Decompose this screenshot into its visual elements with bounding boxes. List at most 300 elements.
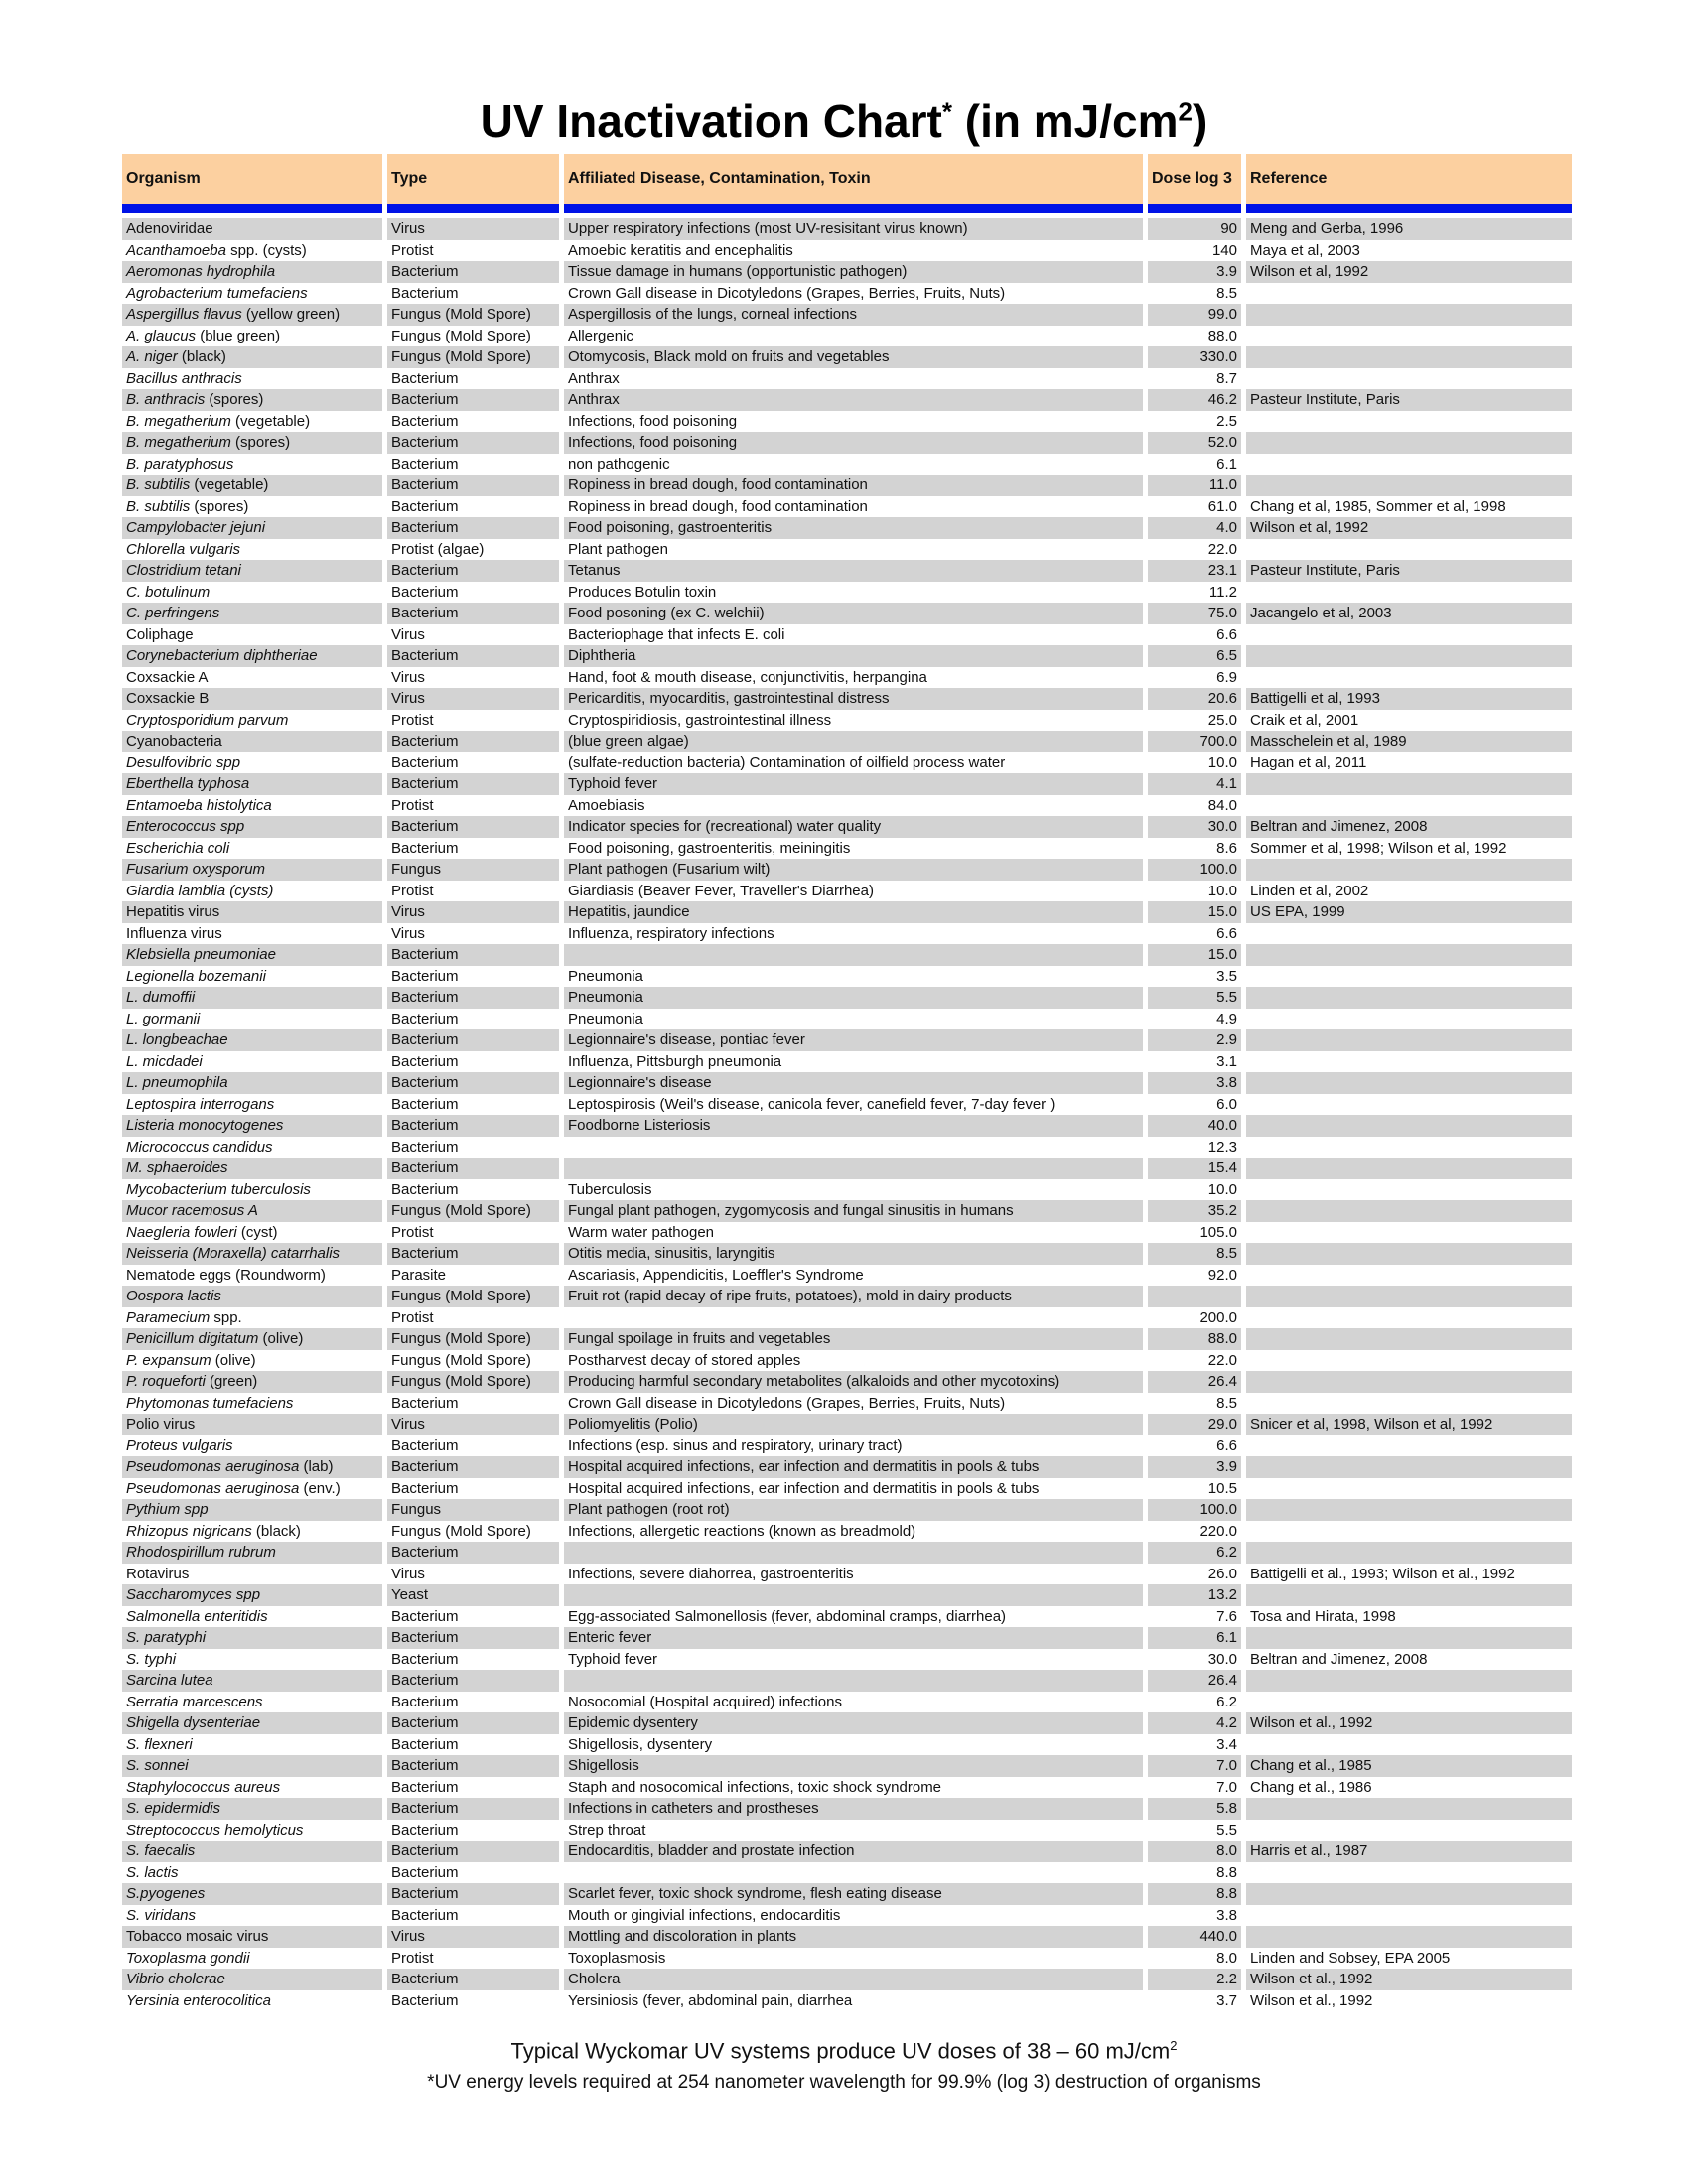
- table-row: [122, 1371, 1572, 1393]
- type-cell: Bacterium: [391, 1863, 459, 1881]
- type-cell: Bacterium: [391, 1735, 459, 1753]
- organism-cell: Tobacco mosaic virus: [122, 1926, 382, 1948]
- organism-cell: S. flexneri: [126, 1735, 193, 1753]
- organism-cell: Cyanobacteria: [122, 731, 382, 752]
- disease-cell: Tissue damage in humans (opportunistic pathogen): [564, 261, 1143, 283]
- organism-cell: Klebsiella pneumoniae: [122, 944, 382, 966]
- disease-cell: Shigellosis: [564, 1755, 1143, 1777]
- organism-cell: Clostridium tetani: [122, 560, 382, 582]
- reference-cell: [1246, 1158, 1572, 1179]
- disease-cell: Hospital acquired infections, ear infection and dermatitis in pools & tubs: [564, 1456, 1143, 1478]
- organism-cell: Phytomonas tumefaciens: [126, 1394, 294, 1412]
- reference-cell: Wilson et al, 1992: [1246, 261, 1572, 283]
- reference-cell: [1246, 411, 1572, 433]
- type-cell: Bacterium: [387, 603, 559, 624]
- reference-cell: [1246, 1179, 1572, 1201]
- organism-cell: Listeria monocytogenes: [122, 1115, 382, 1137]
- type-cell: Bacterium: [387, 1072, 559, 1094]
- table-row: [122, 346, 1572, 368]
- dose-cell: 8.0: [1216, 1949, 1237, 1967]
- disease-cell: Hepatitis, jaundice: [564, 901, 1143, 923]
- table-row: [122, 1712, 1572, 1734]
- disease-cell: [564, 1307, 1143, 1329]
- reference-cell: [1246, 304, 1572, 326]
- dose-cell: 46.2: [1148, 389, 1241, 411]
- dose-cell: 220.0: [1199, 1522, 1237, 1540]
- reference-cell: [1246, 1798, 1572, 1820]
- disease-cell: Anthrax: [564, 389, 1143, 411]
- dose-cell: 6.0: [1216, 1095, 1237, 1113]
- dose-cell: 3.5: [1216, 967, 1237, 985]
- disease-cell: [564, 1584, 1143, 1606]
- type-cell: Virus: [391, 1565, 425, 1582]
- type-cell: Bacterium: [391, 1052, 459, 1070]
- disease-cell: Tuberculosis: [568, 1180, 652, 1198]
- table-row: [122, 283, 1572, 305]
- dose-cell: 4.0: [1148, 517, 1241, 539]
- disease-cell: [564, 1158, 1143, 1179]
- table-row: [122, 326, 1572, 347]
- type-cell: Protist: [391, 711, 434, 729]
- organism-cell: S. faecalis: [122, 1841, 382, 1862]
- organism-cell: Hepatitis virus: [122, 901, 382, 923]
- reference-cell: [1246, 1115, 1572, 1137]
- reference-cell: [1246, 1350, 1572, 1372]
- type-cell: Virus: [387, 1414, 559, 1435]
- disease-cell: Amoebic keratitis and encephalitis: [568, 241, 793, 259]
- disease-cell: Scarlet fever, toxic shock syndrome, flesh eating disease: [564, 1883, 1143, 1905]
- table-row: [122, 1435, 1572, 1457]
- disease-cell: Pericarditis, myocarditis, gastrointestinal distress: [564, 688, 1143, 710]
- reference-cell: [1246, 1734, 1572, 1756]
- organism-cell: B. paratyphosus: [126, 455, 234, 473]
- dose-cell: 84.0: [1207, 796, 1237, 814]
- reference-cell: [1246, 539, 1572, 561]
- reference-cell: Craik et al, 2001: [1250, 711, 1359, 729]
- disease-cell: Infections, food poisoning: [564, 432, 1143, 454]
- dose-cell: 75.0: [1148, 603, 1241, 624]
- type-cell: Protist: [391, 1223, 434, 1241]
- type-cell: Bacterium: [387, 1755, 559, 1777]
- type-cell: Protist: [391, 241, 434, 259]
- table-row: [122, 966, 1572, 988]
- dose-cell: 6.6: [1216, 625, 1237, 643]
- table-row: [122, 1670, 1572, 1692]
- organism-cell: Eberthella typhosa: [122, 773, 382, 795]
- dose-cell: 8.8: [1216, 1863, 1237, 1881]
- dose-cell: 11.2: [1208, 583, 1237, 601]
- table-row: [122, 1584, 1572, 1606]
- type-cell: Bacterium: [387, 1627, 559, 1649]
- dose-cell: 30.0: [1207, 1650, 1237, 1668]
- header-reference: Reference: [1250, 170, 1328, 187]
- table-row: [122, 1029, 1572, 1051]
- disease-cell: Producing harmful secondary metabolites (alkaloids and other mycotoxins): [564, 1371, 1143, 1393]
- type-cell: Bacterium: [387, 816, 559, 838]
- dose-cell: 330.0: [1148, 346, 1241, 368]
- table-row: [122, 1777, 1572, 1799]
- disease-cell: Legionnaire's disease, pontiac fever: [564, 1029, 1143, 1051]
- disease-cell: Postharvest decay of stored apples: [568, 1351, 801, 1369]
- table-row: [122, 1990, 1572, 2012]
- type-cell: Protist: [391, 882, 434, 899]
- reference-cell: [1246, 923, 1572, 945]
- disease-cell: Hand, foot & mouth disease, conjunctivitis, herpangina: [568, 668, 927, 686]
- table-row: [122, 304, 1572, 326]
- table-row: [122, 411, 1572, 433]
- disease-cell: Giardiasis (Beaver Fever, Traveller's Diarrhea): [568, 882, 874, 899]
- uv-inactivation-table: [122, 154, 1572, 2011]
- disease-cell: Legionnaire's disease: [564, 1072, 1143, 1094]
- organism-cell: S. typhi: [126, 1650, 177, 1668]
- organism-cell: Pseudomonas aeruginosa (env.): [126, 1479, 341, 1497]
- table-row: [122, 838, 1572, 860]
- organism-cell: Coxsackie A: [126, 668, 209, 686]
- type-cell: Fungus (Mold Spore): [391, 327, 531, 344]
- type-cell: Bacterium: [387, 1883, 559, 1905]
- dose-cell: 6.2: [1148, 1542, 1241, 1564]
- type-cell: Bacterium: [387, 389, 559, 411]
- type-cell: Bacterium: [391, 583, 459, 601]
- type-cell: Bacterium: [391, 1607, 459, 1625]
- disease-cell: Fungal spoilage in fruits and vegetables: [564, 1328, 1143, 1350]
- dose-cell: 11.0: [1148, 475, 1241, 496]
- reference-cell: Linden and Sobsey, EPA 2005: [1250, 1949, 1451, 1967]
- type-cell: Bacterium: [387, 731, 559, 752]
- table-row: [122, 1115, 1572, 1137]
- dose-cell: 5.5: [1216, 1821, 1237, 1839]
- table-body: [122, 218, 1572, 2011]
- table-row: [122, 1649, 1572, 1671]
- type-cell: Bacterium: [391, 497, 459, 515]
- disease-cell: Staph and nosocomical infections, toxic shock syndrome: [568, 1778, 942, 1796]
- disease-cell: Nosocomial (Hospital acquired) infections: [568, 1693, 842, 1710]
- reference-cell: [1246, 667, 1572, 689]
- type-cell: Bacterium: [387, 773, 559, 795]
- type-cell: Fungus (Mold Spore): [387, 1371, 559, 1393]
- reference-cell: [1246, 1137, 1572, 1159]
- disease-cell: Food posoning (ex C. welchii): [564, 603, 1143, 624]
- reference-cell: [1246, 432, 1572, 454]
- organism-cell: S.pyogenes: [122, 1883, 382, 1905]
- reference-cell: [1246, 326, 1572, 347]
- disease-cell: Pneumonia: [564, 987, 1143, 1009]
- type-cell: Bacterium: [391, 1010, 459, 1027]
- organism-cell: Escherichia coli: [126, 839, 230, 857]
- organism-cell: S. viridans: [126, 1906, 197, 1924]
- disease-cell: [564, 1670, 1143, 1692]
- reference-cell: [1246, 582, 1572, 604]
- reference-cell: [1246, 1435, 1572, 1457]
- table-row: [122, 539, 1572, 561]
- organism-cell: Legionella bozemanii: [126, 967, 266, 985]
- dose-cell: 10.0: [1207, 753, 1237, 771]
- reference-cell: [1246, 1627, 1572, 1649]
- table-row: [122, 1627, 1572, 1649]
- table-row: [122, 1755, 1572, 1777]
- disease-cell: Allergenic: [568, 327, 633, 344]
- disease-cell: Food poisoning, gastroenteritis, meiningitis: [568, 839, 851, 857]
- table-row: [122, 1158, 1572, 1179]
- dose-cell: 8.5: [1148, 1243, 1241, 1265]
- dose-cell: 40.0: [1148, 1115, 1241, 1137]
- disease-cell: Fruit rot (rapid decay of ripe fruits, potatoes), mold in dairy products: [564, 1286, 1143, 1307]
- table-row: [122, 1328, 1572, 1350]
- table-row: [122, 1307, 1572, 1329]
- table-row: [122, 1286, 1572, 1307]
- table-row: [122, 987, 1572, 1009]
- type-cell: Bacterium: [387, 1798, 559, 1820]
- table-row: [122, 240, 1572, 262]
- reference-cell: [1246, 1670, 1572, 1692]
- organism-cell: B. subtilis (vegetable): [122, 475, 382, 496]
- type-cell: Bacterium: [391, 753, 459, 771]
- dose-cell: 35.2: [1148, 1200, 1241, 1222]
- disease-cell: Otomycosis, Black mold on fruits and vegetables: [564, 346, 1143, 368]
- dose-cell: 15.4: [1148, 1158, 1241, 1179]
- disease-cell: Endocarditis, bladder and prostate infection: [564, 1841, 1143, 1862]
- type-cell: Bacterium: [387, 1841, 559, 1862]
- dose-cell: 23.1: [1148, 560, 1241, 582]
- dose-cell: 4.9: [1216, 1010, 1237, 1027]
- organism-cell: Coxsackie B: [122, 688, 382, 710]
- disease-cell: Enteric fever: [564, 1627, 1143, 1649]
- table-row: [122, 1969, 1572, 1990]
- reference-cell: [1246, 624, 1572, 646]
- disease-cell: Infections, allergetic reactions (known as breadmold): [568, 1522, 916, 1540]
- reference-cell: Masschelein et al, 1989: [1246, 731, 1572, 752]
- disease-cell: Infections in catheters and prostheses: [564, 1798, 1143, 1820]
- organism-cell: Polio virus: [122, 1414, 382, 1435]
- dose-cell: 8.7: [1216, 369, 1237, 387]
- organism-cell: Acanthamoeba spp. (cysts): [126, 241, 307, 259]
- type-cell: Virus: [387, 218, 559, 240]
- table-row: [122, 1692, 1572, 1713]
- reference-cell: [1246, 1029, 1572, 1051]
- table-row: [122, 710, 1572, 732]
- dose-cell: 6.9: [1216, 668, 1237, 686]
- organism-cell: S. sonnei: [122, 1755, 382, 1777]
- table-row: [122, 1521, 1572, 1543]
- organism-cell: Toxoplasma gondii: [126, 1949, 250, 1967]
- dose-cell: 700.0: [1148, 731, 1241, 752]
- disease-cell: Diphtheria: [564, 645, 1143, 667]
- reference-cell: [1246, 368, 1572, 390]
- type-cell: Bacterium: [391, 1821, 459, 1839]
- organism-cell: Neisseria (Moraxella) catarrhalis: [122, 1243, 382, 1265]
- disease-cell: Infections, food poisoning: [568, 412, 738, 430]
- type-cell: Bacterium: [391, 1479, 459, 1497]
- table-row: [122, 389, 1572, 411]
- dose-cell: 10.0: [1207, 882, 1237, 899]
- reference-cell: Beltran and Jimenez, 2008: [1250, 1650, 1428, 1668]
- disease-cell: Influenza, respiratory infections: [568, 924, 774, 942]
- dose-cell: 10.0: [1207, 1180, 1237, 1198]
- organism-cell: Pythium spp: [122, 1499, 382, 1521]
- organism-cell: Proteus vulgaris: [126, 1436, 233, 1454]
- disease-cell: Cryptospiridiosis, gastrointestinal illness: [568, 711, 832, 729]
- dose-cell: 440.0: [1148, 1926, 1241, 1948]
- disease-cell: [564, 1542, 1143, 1564]
- type-cell: Protist: [391, 1308, 434, 1326]
- type-cell: Bacterium: [387, 1158, 559, 1179]
- organism-cell: Mucor racemosus A: [122, 1200, 382, 1222]
- dose-cell: 3.1: [1216, 1052, 1237, 1070]
- type-cell: Fungus (Mold Spore): [391, 1351, 531, 1369]
- organism-cell: Pseudomonas aeruginosa (lab): [122, 1456, 382, 1478]
- type-cell: Fungus: [387, 1499, 559, 1521]
- type-cell: Bacterium: [387, 987, 559, 1009]
- organism-cell: P. roqueforti (green): [122, 1371, 382, 1393]
- organism-cell: Bacillus anthracis: [126, 369, 242, 387]
- table-row: [122, 1051, 1572, 1073]
- reference-cell: [1246, 1926, 1572, 1948]
- organism-cell: Fusarium oxysporum: [122, 859, 382, 881]
- organism-cell: Influenza virus: [126, 924, 222, 942]
- type-cell: Bacterium: [391, 1991, 459, 2009]
- reference-cell: [1246, 1222, 1572, 1244]
- organism-cell: Naegleria fowleri (cyst): [126, 1223, 278, 1241]
- dose-cell: 90: [1148, 218, 1241, 240]
- organism-cell: Serratia marcescens: [126, 1693, 263, 1710]
- type-cell: Fungus: [387, 859, 559, 881]
- disease-cell: non pathogenic: [568, 455, 670, 473]
- organism-cell: Campylobacter jejuni: [122, 517, 382, 539]
- dose-cell: 6.5: [1148, 645, 1241, 667]
- reference-cell: [1246, 1883, 1572, 1905]
- reference-cell: [1246, 1051, 1572, 1073]
- dose-cell: 8.8: [1148, 1883, 1241, 1905]
- reference-cell: Meng and Gerba, 1996: [1246, 218, 1572, 240]
- dose-cell: 20.6: [1148, 688, 1241, 710]
- dose-cell: 8.5: [1216, 1394, 1237, 1412]
- dose-cell: 88.0: [1207, 327, 1237, 344]
- dose-cell: 105.0: [1199, 1223, 1237, 1241]
- organism-cell: Yersinia enterocolitica: [126, 1991, 271, 2009]
- organism-cell: Enterococcus spp: [122, 816, 382, 838]
- reference-cell: [1246, 454, 1572, 476]
- table-row: [122, 859, 1572, 881]
- type-cell: Bacterium: [387, 1712, 559, 1734]
- dose-cell: 2.5: [1216, 412, 1237, 430]
- disease-cell: Produces Botulin toxin: [568, 583, 717, 601]
- dose-cell: 8.0: [1148, 1841, 1241, 1862]
- type-cell: Bacterium: [391, 1138, 459, 1156]
- table-row: [122, 582, 1572, 604]
- organism-cell: Chlorella vulgaris: [126, 540, 241, 558]
- type-cell: Protist: [391, 1949, 434, 1967]
- dose-cell: 29.0: [1148, 1414, 1241, 1435]
- table-row: [122, 731, 1572, 752]
- type-cell: Bacterium: [391, 284, 459, 302]
- organism-cell: L. longbeachae: [122, 1029, 382, 1051]
- organism-cell: Desulfovibrio spp: [126, 753, 241, 771]
- reference-cell: [1246, 283, 1572, 305]
- table-row: [122, 1094, 1572, 1116]
- organism-cell: S. paratyphi: [122, 1627, 382, 1649]
- type-cell: Virus: [387, 901, 559, 923]
- organism-cell: C. botulinum: [126, 583, 211, 601]
- reference-cell: [1246, 475, 1572, 496]
- reference-cell: [1246, 1584, 1572, 1606]
- disease-cell: Anthrax: [568, 369, 620, 387]
- organism-cell: Shigella dysenteriae: [122, 1712, 382, 1734]
- disease-cell: Plant pathogen: [568, 540, 668, 558]
- reference-cell: [1246, 1905, 1572, 1927]
- organism-cell: B. anthracis (spores): [122, 389, 382, 411]
- disease-cell: Ropiness in bread dough, food contamination: [564, 475, 1143, 496]
- disease-cell: Mottling and discoloration in plants: [564, 1926, 1143, 1948]
- dose-cell: 15.0: [1148, 901, 1241, 923]
- table-row: [122, 218, 1572, 240]
- organism-cell: Agrobacterium tumefaciens: [126, 284, 308, 302]
- table-row: [122, 1862, 1572, 1884]
- organism-cell: Rhodospirillum rubrum: [122, 1542, 382, 1564]
- table-row: [122, 1478, 1572, 1500]
- disease-cell: Plant pathogen (root rot): [564, 1499, 1143, 1521]
- type-cell: Bacterium: [391, 1693, 459, 1710]
- dose-cell: 13.2: [1148, 1584, 1241, 1606]
- dose-cell: 6.1: [1148, 1627, 1241, 1649]
- disease-cell: Leptospirosis (Weil's disease, canicola fever, canefield fever, 7-day fever ): [568, 1095, 1055, 1113]
- dose-cell: 99.0: [1148, 304, 1241, 326]
- header-type: Type: [391, 170, 428, 187]
- type-cell: Bacterium: [391, 1095, 459, 1113]
- header-divider: [122, 204, 1572, 213]
- organism-cell: P. expansum (olive): [126, 1351, 256, 1369]
- disease-cell: Crown Gall disease in Dicotyledons (Grapes, Berries, Fruits, Nuts): [568, 284, 1006, 302]
- reference-cell: [1246, 987, 1572, 1009]
- organism-cell: Streptococcus hemolyticus: [126, 1821, 304, 1839]
- table-row: [122, 1734, 1572, 1756]
- reference-cell: Pasteur Institute, Paris: [1246, 560, 1572, 582]
- disease-cell: Poliomyelitis (Polio): [564, 1414, 1143, 1435]
- reference-cell: [1246, 1286, 1572, 1307]
- reference-cell: Battigelli et al, 1993: [1246, 688, 1572, 710]
- reference-cell: [1246, 346, 1572, 368]
- reference-cell: [1246, 1094, 1572, 1116]
- type-cell: Bacterium: [387, 475, 559, 496]
- table-row: [122, 1564, 1572, 1585]
- dose-cell: 2.2: [1148, 1969, 1241, 1990]
- table-row: [122, 881, 1572, 902]
- table-row: [122, 1948, 1572, 1970]
- dose-cell: 3.9: [1148, 1456, 1241, 1478]
- reference-cell: [1246, 1393, 1572, 1415]
- disease-cell: Ropiness in bread dough, food contamination: [568, 497, 868, 515]
- type-cell: Virus: [387, 688, 559, 710]
- table-row: [122, 1222, 1572, 1244]
- dose-cell: 3.7: [1216, 1991, 1237, 2009]
- dose-cell: 3.8: [1148, 1072, 1241, 1094]
- type-cell: Fungus (Mold Spore): [387, 1328, 559, 1350]
- reference-cell: Maya et al, 2003: [1250, 241, 1360, 259]
- table-row: [122, 1905, 1572, 1927]
- dose-cell: 25.0: [1207, 711, 1237, 729]
- disease-cell: Amoebiasis: [568, 796, 645, 814]
- table-row: [122, 1499, 1572, 1521]
- type-cell: Fungus (Mold Spore): [387, 1286, 559, 1307]
- reference-cell: [1246, 859, 1572, 881]
- dose-cell: 140: [1211, 241, 1237, 259]
- table-row: [122, 1072, 1572, 1094]
- organism-cell: L. dumoffii: [122, 987, 382, 1009]
- type-cell: Fungus (Mold Spore): [387, 346, 559, 368]
- reference-cell: [1246, 1371, 1572, 1393]
- disease-cell: Upper respiratory infections (most UV-resisitant virus known): [564, 218, 1143, 240]
- organism-cell: B. megatherium (vegetable): [126, 412, 311, 430]
- reference-cell: Chang et al., 1986: [1250, 1778, 1372, 1796]
